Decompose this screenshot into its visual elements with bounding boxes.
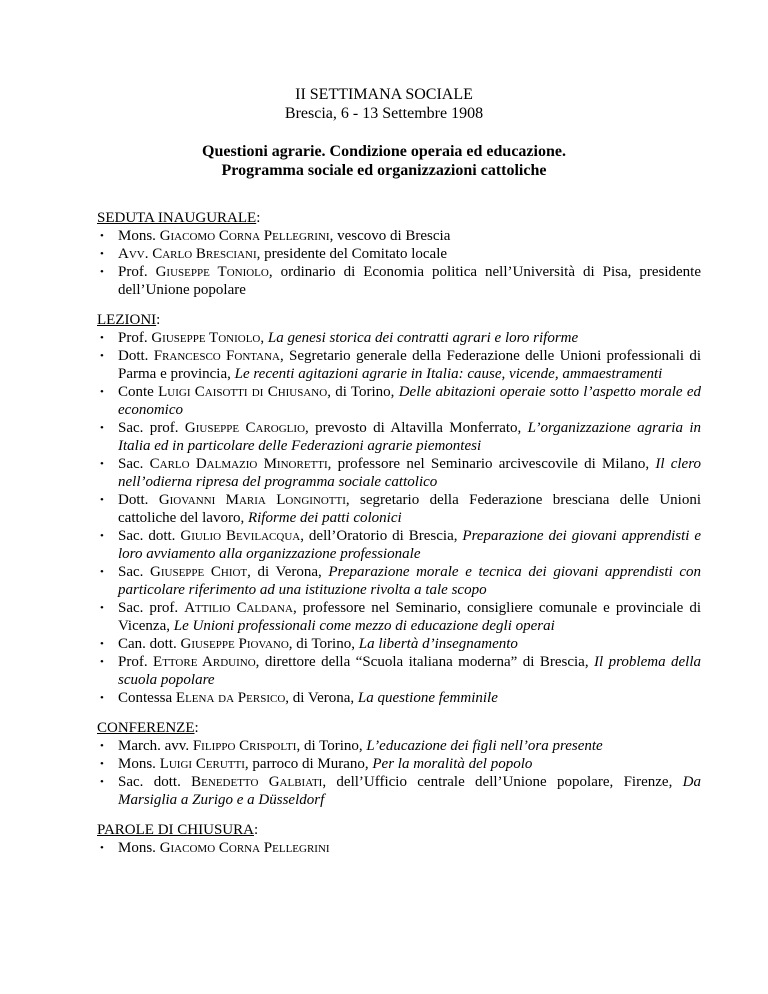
- speaker-role: , di Torino,: [327, 384, 399, 400]
- program-list-item: [97, 227, 701, 245]
- speaker-prefix: Prof.: [118, 330, 152, 346]
- section-parole-di-chiusura: [97, 821, 701, 857]
- bullet-icon: •: [100, 740, 104, 752]
- program-list-item: [97, 839, 701, 857]
- speaker-name: Giacomo Corna Pellegrini: [159, 840, 330, 856]
- program-list-item: [97, 245, 701, 263]
- program-list-item: [97, 689, 701, 707]
- program-list-item: [97, 737, 701, 755]
- section-heading-text: LEZIONI: [97, 312, 157, 328]
- speaker-name: Carlo Dalmazio Minoretti: [149, 456, 328, 472]
- speaker-role: , di Verona,: [285, 690, 358, 706]
- speaker-name: Giuseppe Caroglio: [184, 420, 306, 436]
- speaker-role: , ordinario di Economia politica nell’Università di Pisa, presidente dell’Unione popolare: [118, 264, 702, 298]
- speaker-name: Attilio Caldana: [184, 600, 293, 616]
- section-heading: PAROLE DI CHIUSURA:: [97, 822, 259, 838]
- speaker-name: Giulio Bevilacqua: [180, 528, 301, 544]
- talk-title: L’educazione dei figli nell’ora presente: [366, 738, 603, 754]
- bullet-icon: •: [100, 638, 104, 650]
- program-list-item: [97, 347, 701, 383]
- program-list: [97, 737, 701, 809]
- speaker-role: , di Torino,: [288, 636, 359, 652]
- bullet-icon: •: [100, 494, 104, 506]
- program-list-item: [97, 455, 701, 491]
- speaker-role: , di Verona,: [247, 564, 329, 580]
- bullet-icon: •: [100, 656, 104, 668]
- bullet-icon: •: [100, 230, 104, 242]
- speaker-name: Ettore Arduino: [153, 654, 256, 670]
- program-content: [97, 209, 701, 869]
- speaker-name: Giacomo Corna Pellegrini: [159, 228, 330, 244]
- program-list: [97, 227, 701, 299]
- section-heading-text: CONFERENZE: [97, 720, 195, 736]
- speaker-role: , vescovo di Brescia: [329, 228, 451, 244]
- speaker-name: Giuseppe Piovano: [180, 636, 289, 652]
- speaker-name: Giuseppe Chiot: [150, 564, 248, 580]
- speaker-role: , prevosto di Altavilla Monferrato,: [305, 420, 528, 436]
- speaker-name: Luigi Cerutti: [159, 756, 245, 772]
- speaker-role: , Segretario generale della Federazione delle Unioni professionali di Parma e provincia,: [118, 348, 702, 382]
- speaker-prefix: March. avv.: [118, 738, 193, 754]
- speaker-prefix: Mons.: [118, 756, 160, 772]
- speaker-prefix: Sac.: [118, 564, 151, 580]
- section-heading: LEZIONI:: [97, 312, 161, 328]
- speaker-role: ,: [260, 330, 268, 346]
- program-list-item: [97, 263, 701, 299]
- subtitle-line-1: Questioni agrarie. Condizione operaia ed educazione.: [202, 143, 566, 160]
- program-list-item: [97, 599, 701, 635]
- talk-title: L’organizzazione agraria in Italia ed in particolare delle Federazioni agrarie piemontesi: [118, 420, 701, 454]
- program-list-item: [97, 383, 701, 419]
- bullet-icon: •: [100, 422, 104, 434]
- section-seduta-inaugurale: [97, 209, 701, 299]
- program-list-item: [97, 755, 701, 773]
- speaker-role: , direttore della “Scuola italiana moderna” di Brescia,: [255, 654, 595, 670]
- speaker-prefix: Mons.: [118, 228, 160, 244]
- talk-title: Riforme dei patti colonici: [247, 510, 402, 526]
- talk-title: Le Unioni professionali come mezzo di educazione degli operai: [173, 618, 555, 634]
- speaker-prefix: Sac. dott.: [118, 528, 181, 544]
- speaker-prefix: Prof.: [118, 654, 154, 670]
- subtitle-line-2: Programma sociale ed organizzazioni cattoliche: [221, 162, 547, 179]
- talk-title: Il clero nell’odierna ripresa del programma sociale cattolico: [118, 456, 701, 490]
- speaker-prefix: Sac. dott.: [118, 774, 192, 790]
- document-header: [0, 85, 768, 123]
- bullet-icon: •: [100, 332, 104, 344]
- program-list: [97, 839, 701, 857]
- speaker-name: Benedetto Galbiati: [191, 774, 323, 790]
- talk-title: Le recenti agitazioni agrarie in Italia: cause, vicende, ammaestramenti: [234, 366, 663, 382]
- speaker-name: Luigi Caisotti di Chiusano: [158, 384, 328, 400]
- bullet-icon: •: [100, 350, 104, 362]
- program-list-item: [97, 329, 701, 347]
- speaker-prefix: Contessa: [118, 690, 176, 706]
- program-list-item: [97, 635, 701, 653]
- bullet-icon: •: [100, 776, 104, 788]
- document-subtitle: [0, 142, 768, 180]
- section-heading-text: PAROLE DI CHIUSURA: [97, 822, 254, 838]
- speaker-prefix: Dott.: [118, 348, 154, 364]
- speaker-name: Giuseppe Toniolo: [155, 264, 269, 280]
- program-list-item: [97, 773, 701, 809]
- speaker-name: Avv. Carlo Bresciani: [118, 246, 257, 262]
- speaker-name: Francesco Fontana: [153, 348, 280, 364]
- speaker-role: , professore nel Seminario, consigliere comunale e provinciale di Vicenza,: [118, 600, 701, 634]
- section-heading: SEDUTA INAUGURALE:: [97, 210, 261, 226]
- speaker-name: Giuseppe Toniolo: [151, 330, 261, 346]
- speaker-role: , dell’Oratorio di Brescia,: [300, 528, 463, 544]
- speaker-prefix: Conte: [118, 384, 159, 400]
- speaker-prefix: Mons.: [118, 840, 160, 856]
- section-heading-text: SEDUTA INAUGURALE: [97, 210, 257, 226]
- section-heading: CONFERENZE:: [97, 720, 199, 736]
- speaker-prefix: Prof.: [118, 264, 156, 280]
- speaker-name: Filippo Crispolti: [192, 738, 297, 754]
- speaker-prefix: Sac.: [118, 456, 150, 472]
- speaker-role: , presidente del Comitato locale: [256, 246, 448, 262]
- bullet-icon: •: [100, 266, 104, 278]
- talk-title: Il problema della scuola popolare: [118, 654, 701, 688]
- section-lezioni: [97, 311, 701, 707]
- talk-title: La libertà d’insegnamento: [358, 636, 518, 652]
- bullet-icon: •: [100, 248, 104, 260]
- program-list: [97, 329, 701, 707]
- event-title: II SETTIMANA SOCIALE: [295, 86, 473, 103]
- talk-title: Per la moralità del popolo: [372, 756, 533, 772]
- speaker-role: , professore nel Seminario arcivescovile di Milano,: [327, 456, 656, 472]
- speaker-name: Giovanni Maria Longinotti: [158, 492, 346, 508]
- program-list-item: [97, 491, 701, 527]
- speaker-role: , di Torino,: [296, 738, 367, 754]
- bullet-icon: •: [100, 458, 104, 470]
- talk-title: Delle abitazioni operaie sotto l’aspetto morale ed economico: [118, 384, 701, 418]
- speaker-prefix: Dott.: [118, 492, 159, 508]
- bullet-icon: •: [100, 692, 104, 704]
- program-list-item: [97, 653, 701, 689]
- speaker-prefix: Sac. prof.: [118, 600, 185, 616]
- event-place-date: Brescia, 6 - 13 Settembre 1908: [284, 105, 484, 122]
- bullet-icon: •: [100, 842, 104, 854]
- bullet-icon: •: [100, 386, 104, 398]
- program-list-item: [97, 563, 701, 599]
- talk-title: La genesi storica dei contratti agrari e loro riforme: [267, 330, 579, 346]
- speaker-prefix: Sac. prof.: [118, 420, 185, 436]
- section-conferenze: [97, 719, 701, 809]
- talk-title: Preparazione morale e tecnica dei giovani apprendisti con particolare riferimento ad una istituzione rivolta a tale scopo: [118, 564, 701, 598]
- speaker-name: Elena da Persico: [175, 690, 286, 706]
- talk-title: Da Marsiglia a Zurigo e a Düsseldorf: [118, 774, 701, 808]
- talk-title: Preparazione dei giovani apprendisti e loro avviamento alla organizzazione professionale: [118, 528, 702, 562]
- program-list-item: [97, 419, 701, 455]
- bullet-icon: •: [100, 530, 104, 542]
- bullet-icon: •: [100, 566, 104, 578]
- program-list-item: [97, 527, 701, 563]
- talk-title: La questione femminile: [357, 690, 498, 706]
- bullet-icon: •: [100, 758, 104, 770]
- bullet-icon: •: [100, 602, 104, 614]
- speaker-role: , dell’Ufficio centrale dell’Unione popolare, Firenze,: [322, 774, 683, 790]
- speaker-role: , parroco di Murano,: [244, 756, 373, 772]
- speaker-prefix: Can. dott.: [118, 636, 181, 652]
- speaker-role: , segretario della Federazione bresciana delle Unioni cattoliche del lavoro,: [118, 492, 702, 526]
